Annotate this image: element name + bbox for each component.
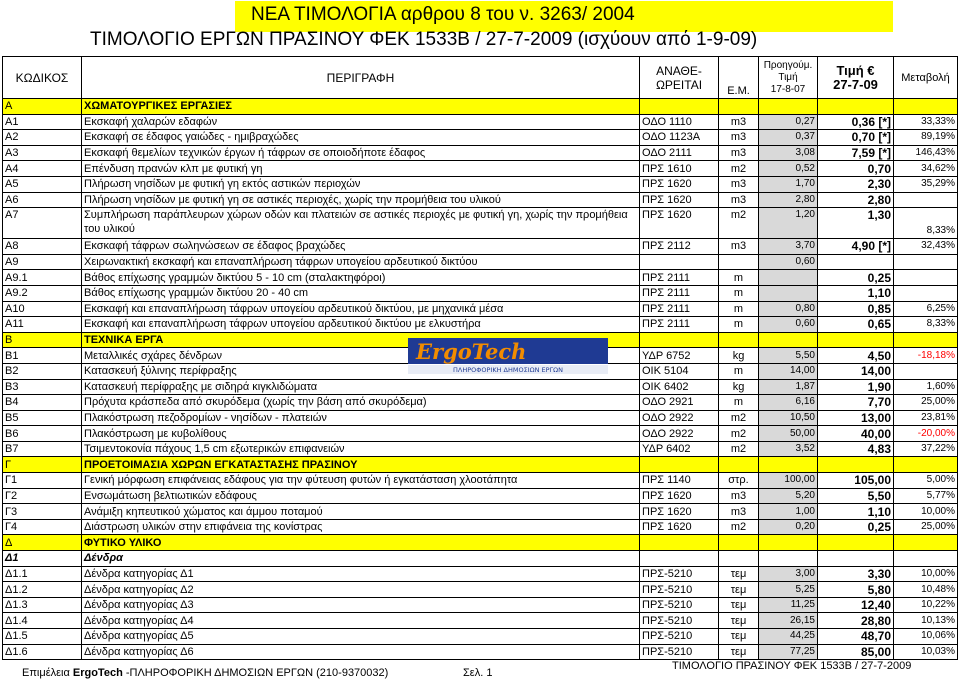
item-old-price: 0,52 [759,161,818,177]
item-ref: ΠΡΣ 1620 [640,192,719,208]
item-unit: m2 [719,161,759,177]
item-new-price: 7,70 [818,395,894,411]
table-row [3,254,958,270]
empty-cell [759,535,818,551]
item-description: Βάθος επίχωσης γραμμών δικτύου 20 - 40 cm [82,285,640,301]
item-description: Δένδρα κατηγορίας Δ5 [82,629,640,645]
item-old-price: 100,00 [759,473,818,489]
item-change: 10,13% [894,613,958,629]
table-row [3,597,958,613]
item-new-price: 2,30 [818,176,894,192]
item-code: Δ1.2 [3,582,82,598]
item-code: Α5 [3,176,82,192]
section-code: Δ [3,535,82,551]
col-code: ΚΩΔΙΚΟΣ [3,57,82,99]
item-old-price: 11,25 [759,597,818,613]
item-ref: ΠΡΣ-5210 [640,629,719,645]
item-change: 10,00% [894,566,958,582]
empty-cell [818,99,894,115]
item-ref: ΠΡΣ 2111 [640,317,719,333]
page-subtitle: ΤΙΜΟΛΟΓΙΟ ΕΡΓΩΝ ΠΡΑΣΙΝΟΥ ΦΕΚ 1533Β / 27-7-2009 (ισχύουν από 1-9-09) [90,29,758,50]
item-change: 32,43% [894,239,958,255]
item-ref: ΟΔΟ 1110 [640,114,719,130]
item-old-price: 3,52 [759,441,818,457]
item-new-price: 5,80 [818,582,894,598]
item-ref: ΠΡΣ 2111 [640,270,719,286]
logo-tagline: ΠΛΗΡΟΦΟΡΙΚΗ ΔΗΜΟΣΙΩΝ ΕΡΓΩΝ [453,366,563,374]
table-row [3,441,958,457]
item-change: 35,29% [894,176,958,192]
item-old-price: 3,08 [759,145,818,161]
empty-cell [818,332,894,348]
item-change: 10,48% [894,582,958,598]
table-row [3,410,958,426]
section-title: ΠΡΟΕΤΟΙΜΑΣΙΑ ΧΩΡΩΝ ΕΓΚΑΤΑΣΤΑΣΗΣ ΠΡΑΣΙΝΟΥ [82,457,640,473]
item-old-price: 0,27 [759,114,818,130]
item-ref [640,254,719,270]
subsection-title: Δένδρα [82,551,640,567]
footer-credit: Επιμέλεια ErgoTech -ΠΛΗΡΟΦΟΡΙΚΗ ΔΗΜΟΣΙΩΝ ΕΡΓΩΝ (210-9370032) [22,667,389,679]
item-new-price: 12,40 [818,597,894,613]
item-description: Δένδρα κατηγορίας Δ1 [82,566,640,582]
item-change: 23,81% [894,410,958,426]
item-new-price: 1,90 [818,379,894,395]
table-row [3,519,958,535]
item-change: 33,33% [894,114,958,130]
item-change: -20,00% [894,426,958,442]
table-row [3,473,958,489]
item-description: Πλήρωση νησίδων με φυτική γη εκτός αστικών περιοχών [82,176,640,192]
item-code: Α6 [3,192,82,208]
item-old-price: 1,00 [759,504,818,520]
item-ref: ΠΡΣ-5210 [640,613,719,629]
section-code: Α [3,99,82,115]
item-unit: τεμ [719,566,759,582]
empty-cell [894,457,958,473]
item-ref: ΟΙΚ 6402 [640,379,719,395]
col-new-price: Τιμή € 27-7-09 [818,57,894,99]
empty-cell [719,551,759,567]
table-row [3,566,958,582]
item-change: 25,00% [894,519,958,535]
item-code: Γ4 [3,519,82,535]
item-description: Τσιμεντοκονία πάχους 1,5 cm εξωτερικών επιφανειών [82,441,640,457]
item-old-price: 26,15 [759,613,818,629]
item-new-price: 1,10 [818,285,894,301]
item-description: Εκσκαφή θεμελίων τεχνικών έργων ή τάφρων σε οποιοδήποτε έδαφος [82,145,640,161]
empty-cell [759,457,818,473]
item-unit: m3 [719,145,759,161]
item-unit: τεμ [719,613,759,629]
item-change: 25,00% [894,395,958,411]
item-ref: ΥΔΡ 6752 [640,348,719,364]
item-code: Δ1.5 [3,629,82,645]
table-row [3,582,958,598]
item-code: Α2 [3,130,82,146]
item-change: 89,19% [894,130,958,146]
table-row [3,161,958,177]
item-unit: m2 [719,519,759,535]
item-code: Γ1 [3,473,82,489]
item-ref: ΠΡΣ 1620 [640,488,719,504]
item-new-price: 0,70 [*] [818,130,894,146]
col-old-price: Προηγούμ. Τιμή 17-8-07 [759,57,818,99]
item-unit: τεμ [719,597,759,613]
col-change: Μεταβολή [894,57,958,99]
item-unit: m3 [719,504,759,520]
item-code: Α8 [3,239,82,255]
item-old-price: 2,80 [759,192,818,208]
item-new-price: 2,80 [818,192,894,208]
item-description: Εκσκαφή και επαναπλήρωση τάφρων υπογείου αρδευτικού δικτύου με ελκυστήρα [82,317,640,333]
item-unit: m2 [719,441,759,457]
item-code: Β5 [3,410,82,426]
item-old-price: 6,16 [759,395,818,411]
item-change: 10,03% [894,644,958,660]
item-change [894,254,958,270]
item-ref: ΠΡΣ-5210 [640,566,719,582]
item-unit: m [719,285,759,301]
item-description: Εκσκαφή και επαναπλήρωση τάφρων υπογείου αρδευτικού δικτύου, με μηχανικά μέσα [82,301,640,317]
item-new-price: 4,50 [818,348,894,364]
item-old-price: 44,25 [759,629,818,645]
item-description: Εκσκαφή χαλαρών εδαφών [82,114,640,130]
item-ref: ΠΡΣ 1610 [640,161,719,177]
item-new-price: 0,25 [818,270,894,286]
item-change: 8,33% [894,317,958,333]
table-header-row [3,57,958,99]
item-new-price: 4,90 [*] [818,239,894,255]
empty-cell [759,551,818,567]
item-old-price: 5,50 [759,348,818,364]
item-unit: m3 [719,114,759,130]
table-row [3,379,958,395]
item-old-price: 3,00 [759,566,818,582]
item-unit: m2 [719,208,759,239]
item-description: Βάθος επίχωσης γραμμών δικτύου 5 - 10 cm (σταλακτηφόροι) [82,270,640,286]
item-ref: ΠΡΣ 1620 [640,519,719,535]
item-old-price: 0,60 [759,317,818,333]
item-new-price: 1,10 [818,504,894,520]
section-code: Γ [3,457,82,473]
item-old-price: 0,37 [759,130,818,146]
item-unit: m3 [719,176,759,192]
item-new-price: 28,80 [818,613,894,629]
item-code: Α7 [3,208,82,239]
item-old-price: 50,00 [759,426,818,442]
item-description: Ενσωμάτωση βελτιωτικών εδάφους [82,488,640,504]
item-code: Α10 [3,301,82,317]
item-old-price: 10,50 [759,410,818,426]
item-code: Α9.2 [3,285,82,301]
item-change: 10,22% [894,597,958,613]
item-unit: τεμ [719,582,759,598]
item-old-price: 0,60 [759,254,818,270]
item-new-price: 0,85 [818,301,894,317]
item-new-price: 105,00 [818,473,894,489]
item-old-price: 1,70 [759,176,818,192]
item-code: Δ1.1 [3,566,82,582]
item-description: Επένδυση πρανών κλπ με φυτική γη [82,161,640,177]
item-new-price: 48,70 [818,629,894,645]
item-new-price: 5,50 [818,488,894,504]
col-description: ΠΕΡΙΓΡΑΦΗ [82,57,640,99]
item-old-price: 77,25 [759,644,818,660]
item-code: Δ1.4 [3,613,82,629]
item-unit: m [719,270,759,286]
item-new-price: 1,30 [818,208,894,239]
item-new-price [818,254,894,270]
item-old-price [759,270,818,286]
item-description: Πρόχυτα κράσπεδα από σκυρόδεμα (χωρίς την βάση από σκυρόδεμα) [82,395,640,411]
item-description: Συμπλήρωση παράπλευρων χώρων οδών και πλατειών σε αστικές περιοχές με φυτική γη, χωρίς την προμήθεια του υλικού [82,208,640,239]
item-ref: ΠΡΣ-5210 [640,644,719,660]
ergotech-logo [408,338,608,374]
item-new-price: 0,25 [818,519,894,535]
item-new-price: 4,83 [818,441,894,457]
item-description: Δένδρα κατηγορίας Δ4 [82,613,640,629]
item-description: Γενική μόρφωση επιφάνειας εδάφους για την φύτευση φυτών ή εγκατάσταση χλοοτάπητα [82,473,640,489]
footer-document-ref: ΤΙΜΟΛΟΓΙΟ ΠΡΑΣΙΝΟΥ ΦΕΚ 1533Β / 27-7-2009 [672,660,912,672]
item-old-price [759,285,818,301]
item-description: Πλακόστρωση με κυβολίθους [82,426,640,442]
table-row [3,504,958,520]
item-code: Α4 [3,161,82,177]
item-change: 1,60% [894,379,958,395]
item-ref: ΠΡΣ 1620 [640,504,719,520]
table-row [3,488,958,504]
empty-cell [894,535,958,551]
item-new-price: 40,00 [818,426,894,442]
item-new-price: 7,59 [*] [818,145,894,161]
item-description: Πλακόστρωση πεζοδρομίων - νησίδων - πλατειών [82,410,640,426]
section-row [3,457,958,473]
item-change [894,192,958,208]
item-unit: m2 [719,410,759,426]
item-change: 10,00% [894,504,958,520]
item-ref: ΟΙΚ 5104 [640,363,719,379]
section-row [3,535,958,551]
item-ref: ΠΡΣ-5210 [640,597,719,613]
empty-cell [719,535,759,551]
table-row [3,176,958,192]
item-change [894,363,958,379]
item-unit: m [719,317,759,333]
empty-cell [894,332,958,348]
item-new-price: 0,65 [818,317,894,333]
section-row [3,99,958,115]
table-row [3,114,958,130]
item-unit: τεμ [719,629,759,645]
item-ref: ΠΡΣ 2111 [640,285,719,301]
empty-cell [818,457,894,473]
item-ref: ΟΔΟ 2922 [640,410,719,426]
item-change [894,270,958,286]
item-code: Γ2 [3,488,82,504]
item-description: Διάστρωση υλικών στην επιφάνεια της κονίστρας [82,519,640,535]
item-unit: m [719,363,759,379]
item-old-price: 0,20 [759,519,818,535]
item-new-price: 0,36 [*] [818,114,894,130]
empty-cell [719,332,759,348]
item-code: Β2 [3,363,82,379]
item-old-price: 3,70 [759,239,818,255]
item-code: Α1 [3,114,82,130]
item-description: Μεταλλικές σχάρες δένδρων [82,348,640,364]
logo-wordmark: ErgoTech [416,339,527,364]
empty-cell [818,551,894,567]
item-unit: m2 [719,426,759,442]
col-ref: ΑΝΑΘΕ- ΩΡΕΙΤΑΙ [640,57,719,99]
item-description: Χειρωνακτική εκσκαφή και επαναπλήρωση τάφρων υπογείου αρδευτικού δικτύου [82,254,640,270]
table-row [3,301,958,317]
item-new-price: 14,00 [818,363,894,379]
item-code: Α3 [3,145,82,161]
item-change: -18,18% [894,348,958,364]
item-change: 5,00% [894,473,958,489]
item-code: Δ1.6 [3,644,82,660]
item-code: Β7 [3,441,82,457]
item-code: Β4 [3,395,82,411]
item-unit: kg [719,379,759,395]
item-description: Κατασκευή ξύλινης περίφραξης [82,363,640,379]
item-code: Α9 [3,254,82,270]
empty-cell [759,332,818,348]
item-unit [719,254,759,270]
table-row [3,629,958,645]
item-new-price: 85,00 [818,644,894,660]
empty-cell [894,551,958,567]
item-unit: m3 [719,488,759,504]
item-unit: kg [719,348,759,364]
table-row [3,130,958,146]
table-row [3,192,958,208]
col-unit: Ε.Μ. [719,57,759,99]
item-old-price: 1,87 [759,379,818,395]
section-title: ΦΥΤΙΚΟ ΥΛΙΚΟ [82,535,640,551]
item-unit: m3 [719,192,759,208]
table-row [3,270,958,286]
section-title: ΤΕΧΝΙΚΑ ΕΡΓΑ [82,332,640,348]
item-ref: ΠΡΣ 1620 [640,208,719,239]
item-unit: στρ. [719,473,759,489]
empty-cell [719,99,759,115]
item-description: Πλήρωση νησίδων με φυτική γη σε αστικές περιοχές, χωρίς την προμήθεια του υλικού [82,192,640,208]
item-old-price: 0,80 [759,301,818,317]
page-title: ΝΕΑ ΤΙΜΟΛΟΓΙΑ αρθρου 8 του ν. 3263/ 2004 [251,4,635,25]
item-code: Β1 [3,348,82,364]
table-row [3,613,958,629]
item-new-price: 0,70 [818,161,894,177]
item-code: Β6 [3,426,82,442]
item-code: Β3 [3,379,82,395]
table-row [3,551,958,567]
item-ref: ΟΔΟ 2111 [640,145,719,161]
item-ref: ΟΔΟ 2921 [640,395,719,411]
item-change [894,285,958,301]
empty-cell [719,457,759,473]
table-row [3,317,958,333]
item-change: 37,22% [894,441,958,457]
item-ref: ΠΡΣ 2111 [640,301,719,317]
item-description: Ανάμιξη κηπευτικού χώματος και άμμου ποταμού [82,504,640,520]
item-unit: m [719,301,759,317]
item-change: 146,43% [894,145,958,161]
item-unit: m3 [719,130,759,146]
item-old-price: 5,20 [759,488,818,504]
table-row [3,426,958,442]
item-change: 34,62% [894,161,958,177]
item-unit: τεμ [719,644,759,660]
item-old-price: 1,20 [759,208,818,239]
table-row [3,285,958,301]
item-change: 10,06% [894,629,958,645]
item-description: Δένδρα κατηγορίας Δ6 [82,644,640,660]
item-description: Εκσκαφή σε έδαφος γαιώδες - ημιβραχώδες [82,130,640,146]
item-description: Δένδρα κατηγορίας Δ3 [82,597,640,613]
table-row [3,145,958,161]
item-ref: ΠΡΣ 1140 [640,473,719,489]
section-code: Β [3,332,82,348]
item-ref: ΟΔΟ 2922 [640,426,719,442]
empty-cell [640,99,719,115]
footer-page-number: Σελ. 1 [463,667,493,679]
item-description: Κατασκευή περίφραξης με σιδηρά κιγκλιδώματα [82,379,640,395]
empty-cell [640,535,719,551]
empty-cell [894,99,958,115]
table-row [3,239,958,255]
section-title: ΧΩΜΑΤΟΥΡΓΙΚΕΣ ΕΡΓΑΣΙΕΣ [82,99,640,115]
table-row [3,395,958,411]
item-ref: ΥΔΡ 6402 [640,441,719,457]
item-old-price: 5,25 [759,582,818,598]
item-new-price: 3,30 [818,566,894,582]
item-change: 5,77% [894,488,958,504]
empty-cell [640,332,719,348]
item-code: Α11 [3,317,82,333]
item-description: Εκσκαφή τάφρων σωληνώσεων σε έδαφος βραχώδες [82,239,640,255]
item-unit: m [719,395,759,411]
item-ref: ΟΔΟ 1123Α [640,130,719,146]
item-code: Γ3 [3,504,82,520]
empty-cell [640,551,719,567]
item-description: Δένδρα κατηγορίας Δ2 [82,582,640,598]
table-row [3,208,958,239]
item-unit: m3 [719,239,759,255]
item-old-price: 14,00 [759,363,818,379]
empty-cell [818,535,894,551]
item-change: 6,25% [894,301,958,317]
table-row [3,644,958,660]
item-code: Α9.1 [3,270,82,286]
item-ref: ΠΡΣ-5210 [640,582,719,598]
item-ref: ΠΡΣ 2112 [640,239,719,255]
item-ref: ΠΡΣ 1620 [640,176,719,192]
subsection-code: Δ1 [3,551,82,567]
item-change: 8,33% [894,208,958,239]
item-new-price: 13,00 [818,410,894,426]
empty-cell [759,99,818,115]
item-code: Δ1.3 [3,597,82,613]
empty-cell [640,457,719,473]
